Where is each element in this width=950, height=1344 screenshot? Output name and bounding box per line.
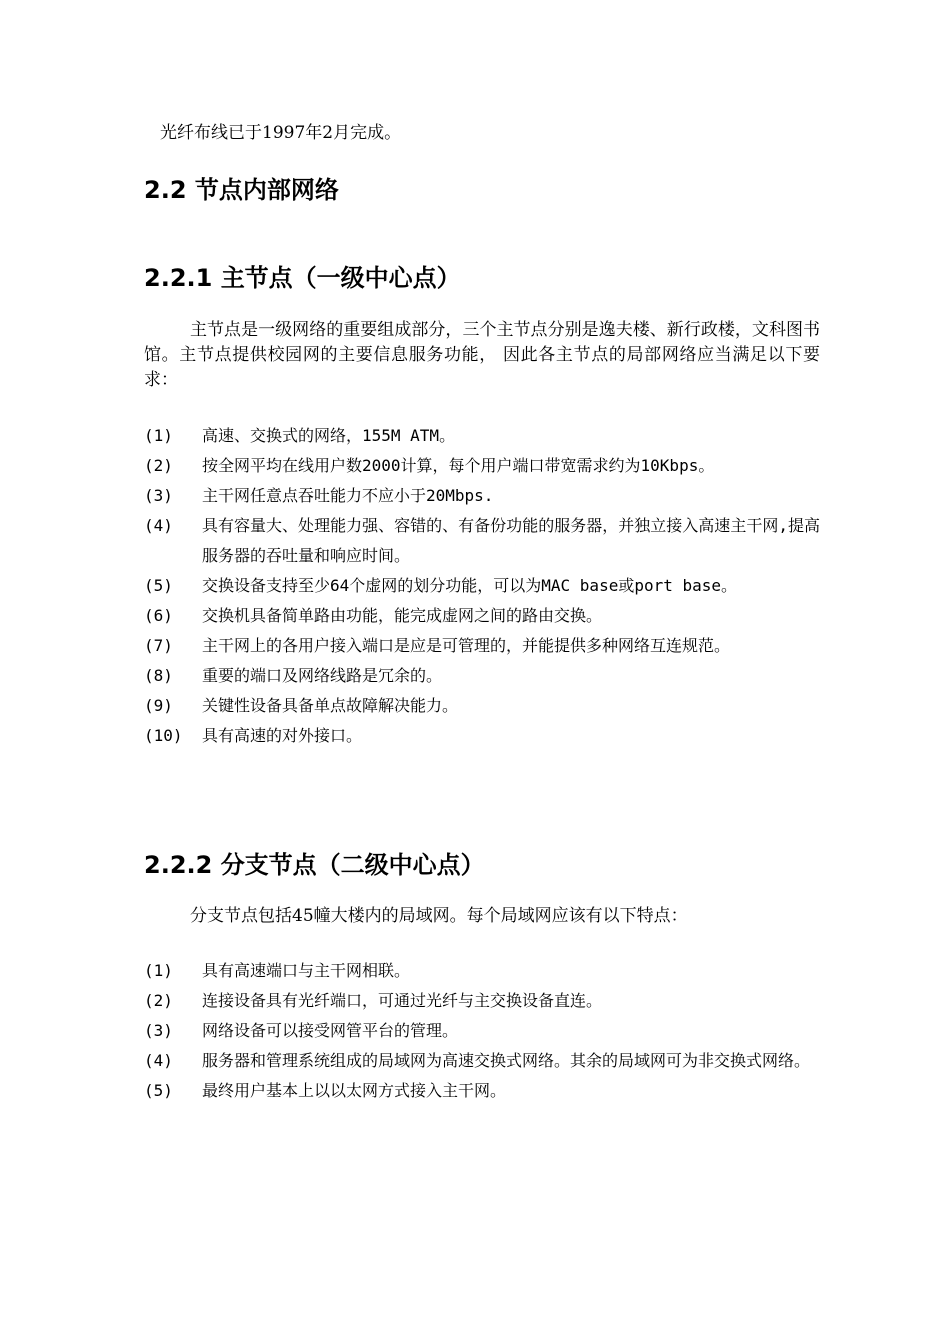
- list-item-number: (8): [144, 666, 173, 685]
- list-item-number: (10): [144, 726, 183, 745]
- list-item-text: 高速、交换式的网络，155M ATM。: [202, 426, 456, 445]
- list-item-text: 具有高速的对外接口。: [202, 726, 363, 745]
- list-item: [144, 631, 820, 661]
- section-2-2-1-heading: 2.2.1 主节点（一级中心点）: [144, 264, 461, 292]
- main-node-requirements-list: [144, 421, 820, 751]
- section-2-2-heading: 2.2 节点内部网络: [144, 176, 339, 204]
- list-item-text: 按全网平均在线用户数2000计算，每个用户端口带宽需求约为10Kbps。: [202, 456, 715, 475]
- list-item-text: 交换机具备简单路由功能，能完成虚网之间的路由交换。: [202, 606, 603, 625]
- list-item-text: 主干网任意点吞吐能力不应小于20Mbps.: [202, 486, 494, 505]
- branch-node-features-list: [144, 956, 820, 1106]
- list-item: [144, 1076, 820, 1106]
- list-item: [144, 986, 820, 1016]
- list-item: [144, 601, 820, 631]
- list-item-text: 具有高速端口与主干网相联。: [202, 961, 411, 980]
- list-item: [144, 956, 820, 986]
- section-2-2-2-paragraph: 分支节点包括45幢大楼内的局域网。每个局域网应该有以下特点：: [190, 906, 688, 926]
- list-item-text: 关键性设备具备单点故障解决能力。: [202, 696, 459, 715]
- list-item: [144, 691, 820, 721]
- list-item-number: (4): [144, 1051, 173, 1070]
- list-item-text: 具有容量大、处理能力强、容错的、有备份功能的服务器，并独立接入高速主干网,提高服务器的吞吐量和响应时间。: [202, 516, 820, 565]
- list-item: [144, 721, 820, 751]
- list-item-text: 服务器和管理系统组成的局域网为高速交换式网络。其余的局域网可为非交换式网络。: [202, 1051, 811, 1070]
- list-item: [144, 1046, 820, 1076]
- list-item-text: 交换设备支持至少64个虚网的划分功能，可以为MAC base或port base。: [202, 576, 738, 595]
- list-item-number: (9): [144, 696, 173, 715]
- list-item: [144, 421, 820, 451]
- list-item-number: (1): [144, 426, 173, 445]
- list-item-number: (5): [144, 576, 173, 595]
- list-item-text: 最终用户基本上以以太网方式接入主干网。: [202, 1081, 507, 1100]
- list-item: [144, 511, 820, 571]
- list-item: [144, 661, 820, 691]
- list-item: [144, 1016, 820, 1046]
- list-item-number: (2): [144, 991, 173, 1010]
- section-2-2-2-heading: 2.2.2 分支节点（二级中心点）: [144, 851, 485, 879]
- list-item-text: 网络设备可以接受网管平台的管理。: [202, 1021, 459, 1040]
- list-item-number: (7): [144, 636, 173, 655]
- list-item: [144, 481, 820, 511]
- list-item-number: (6): [144, 606, 173, 625]
- list-item-number: (5): [144, 1081, 173, 1100]
- list-item: [144, 571, 820, 601]
- intro-text: 光纤布线已于1997年2月完成。: [160, 123, 402, 143]
- list-item: [144, 451, 820, 481]
- list-item-text: 重要的端口及网络线路是冗余的。: [202, 666, 443, 685]
- list-item-text: 主干网上的各用户接入端口是应是可管理的，并能提供多种网络互连规范。: [202, 636, 731, 655]
- list-item-number: (2): [144, 456, 173, 475]
- list-item-number: (1): [144, 961, 173, 980]
- list-item-number: (4): [144, 516, 173, 535]
- list-item-text: 连接设备具有光纤端口，可通过光纤与主交换设备直连。: [202, 991, 603, 1010]
- section-2-2-1-paragraph: 主节点是一级网络的重要组成部分，三个主节点分别是逸夫楼、新行政楼，文科图书馆。主节点提供校园网的主要信息服务功能， 因此各主节点的局部网络应当满足以下要求：: [144, 320, 820, 390]
- list-item-number: (3): [144, 486, 173, 505]
- list-item-number: (3): [144, 1021, 173, 1040]
